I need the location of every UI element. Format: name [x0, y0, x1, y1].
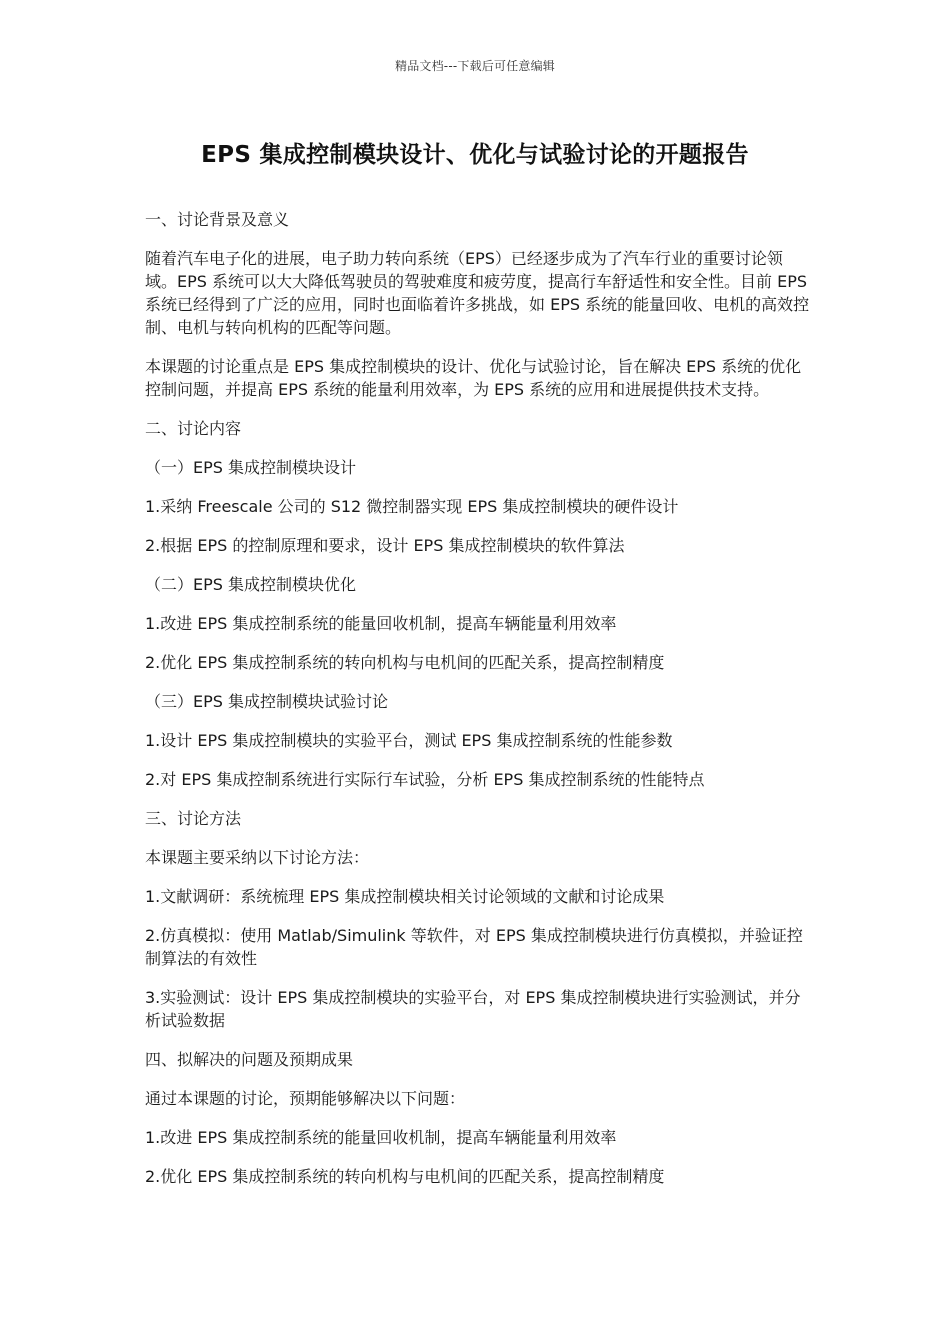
list-item: 2.对 EPS 集成控制系统进行实际行车试验，分析 EPS 集成控制系统的性能特点 — [145, 770, 705, 789]
document-title: EPS 集成控制模块设计、优化与试验讨论的开题报告 — [201, 142, 749, 168]
paragraph-methods-intro: 本课题主要采纳以下讨论方法： — [145, 848, 370, 867]
list-item: 2.优化 EPS 集成控制系统的转向机构与电机间的匹配关系，提高控制精度 — [145, 1167, 665, 1186]
list-item: 2.优化 EPS 集成控制系统的转向机构与电机间的匹配关系，提高控制精度 — [145, 653, 665, 672]
section-heading-methods: 三、讨论方法 — [145, 809, 242, 828]
list-item: 1.设计 EPS 集成控制模块的实验平台，测试 EPS 集成控制系统的性能参数 — [145, 731, 673, 750]
subheading-design: （一）EPS 集成控制模块设计 — [145, 458, 357, 477]
list-item: 1.改进 EPS 集成控制系统的能量回收机制，提高车辆能量利用效率 — [145, 1128, 617, 1147]
list-item: 3.实验测试：设计 EPS 集成控制模块的实验平台，对 EPS 集成控制模块进行实验测试，并分析试验数据 — [145, 988, 801, 1030]
subheading-experiment: （三）EPS 集成控制模块试验讨论 — [145, 692, 389, 711]
list-item: 2.仿真模拟：使用 Matlab/Simulink 等软件，对 EPS 集成控制模块进行仿真模拟，并验证控制算法的有效性 — [145, 926, 803, 968]
section-heading-background: 一、讨论背景及意义 — [145, 210, 290, 229]
list-item: 1.文献调研：系统梳理 EPS 集成控制模块相关讨论领域的文献和讨论成果 — [145, 887, 665, 906]
section-heading-outcomes: 四、拟解决的问题及预期成果 — [145, 1050, 354, 1069]
list-item: 1.改进 EPS 集成控制系统的能量回收机制，提高车辆能量利用效率 — [145, 614, 617, 633]
paragraph-focus: 本课题的讨论重点是 EPS 集成控制模块的设计、优化与试验讨论，旨在解决 EPS 系统的优化控制问题，并提高 EPS 系统的能量利用效率，为 EPS 系统的应用和进展提供技术支持。 — [145, 357, 802, 399]
list-item: 1.采纳 Freescale 公司的 S12 微控制器实现 EPS 集成控制模块的硬件设计 — [145, 497, 679, 516]
subheading-optimization: （二）EPS 集成控制模块优化 — [145, 575, 357, 594]
paragraph-background: 随着汽车电子化的进展，电子助力转向系统（EPS）已经逐步成为了汽车行业的重要讨论领域。EPS 系统可以大大降低驾驶员的驾驶难度和疲劳度，提高行车舒适性和安全性。目前 EPS 系统已经得到了广泛的应用，同时也面临着许多挑战，如 EPS 系统的能量回收、电机的高效控制、电机与转向机构的匹配等问题。 — [145, 249, 810, 337]
paragraph-outcomes-intro: 通过本课题的讨论，预期能够解决以下问题： — [145, 1089, 466, 1108]
section-heading-content: 二、讨论内容 — [145, 419, 242, 438]
page-header: 精品文档---下载后可任意编辑 — [395, 59, 555, 73]
document-body — [145, 208, 813, 1204]
list-item: 2.根据 EPS 的控制原理和要求，设计 EPS 集成控制模块的软件算法 — [145, 536, 625, 555]
